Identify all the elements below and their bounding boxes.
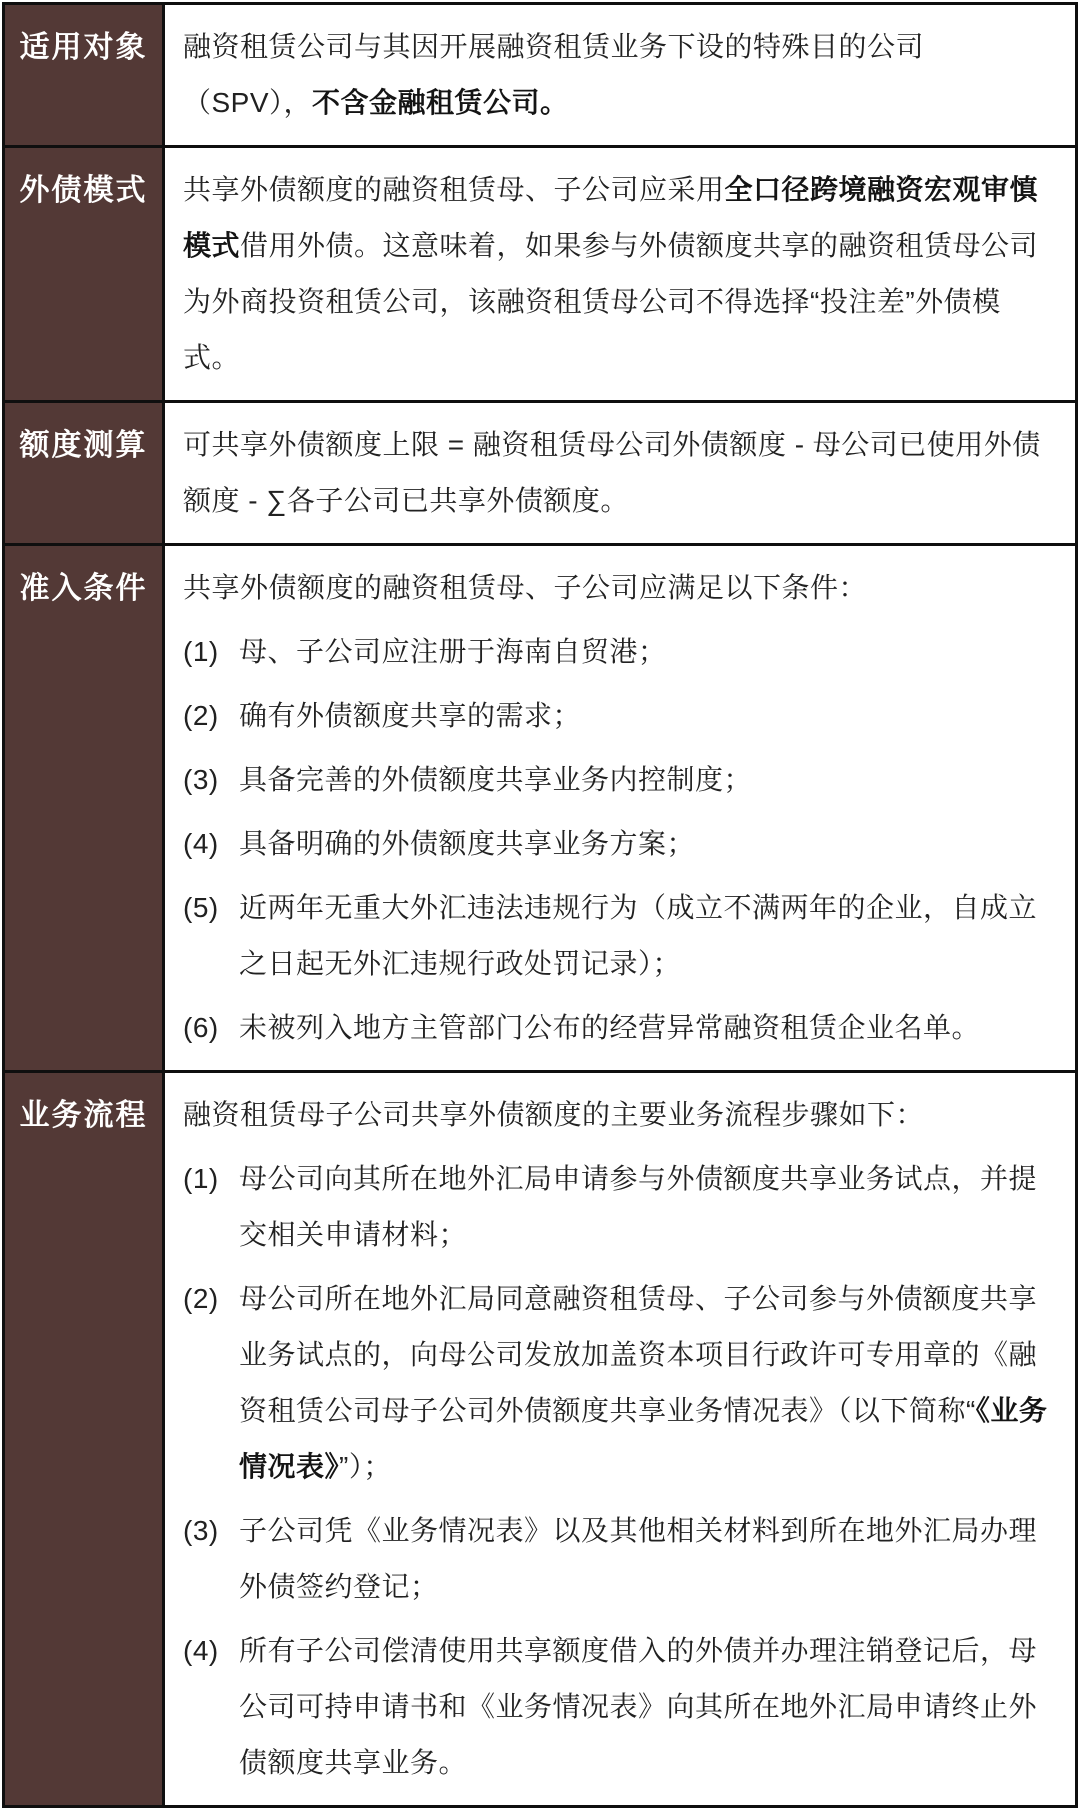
list-item <box>183 1623 1053 1791</box>
bold-text-segment: 全口径跨境融资宏观审慎模式 <box>183 174 1039 261</box>
row-content <box>165 1073 1075 1805</box>
row-header-label: 外债模式 <box>5 148 165 400</box>
row-header-label: 适用对象 <box>5 5 165 145</box>
text-segment: 共享外债额度的融资租赁母、子公司应采用 <box>183 174 725 205</box>
table-row <box>5 1070 1075 1805</box>
text-segment: 母、子公司应注册于海南自贸港； <box>239 636 667 667</box>
row-content <box>165 5 1075 145</box>
paragraph-text <box>239 1503 1053 1615</box>
list-item-number: (4) <box>183 1635 219 1666</box>
text-segment: 所有子公司偿清使用共享额度借入的外债并办理注销登记后，母公司可持申请书和《业务情况表》向其所在地外汇局申请终止外债额度共享业务。 <box>239 1635 1038 1778</box>
row-header-label: 额度测算 <box>5 403 165 543</box>
table-row <box>5 400 1075 543</box>
paragraph <box>183 560 1053 616</box>
text-segment: 母公司向其所在地外汇局申请参与外债额度共享业务试点，并提交相关申请材料； <box>239 1163 1038 1250</box>
row-header-label: 业务流程 <box>5 1073 165 1805</box>
list-item <box>183 1000 1053 1056</box>
paragraph <box>183 19 1053 131</box>
list-item-number: (3) <box>183 1515 219 1546</box>
paragraph-text <box>239 1000 1053 1056</box>
paragraph-text <box>239 1271 1053 1495</box>
list-item <box>183 816 1053 872</box>
paragraph <box>183 417 1053 529</box>
table-row <box>5 543 1075 1070</box>
list-item <box>183 688 1053 744</box>
row-content <box>165 546 1075 1070</box>
list-item <box>183 752 1053 808</box>
paragraph-text <box>239 1623 1053 1791</box>
row-header-label: 准入条件 <box>5 546 165 1070</box>
paragraph <box>183 1087 1053 1143</box>
paragraph-text <box>239 752 1053 808</box>
text-segment: 子公司凭《业务情况表》以及其他相关材料到所在地外汇局办理外债签约登记； <box>239 1515 1038 1602</box>
paragraph-text <box>239 688 1053 744</box>
list-item <box>183 1503 1053 1615</box>
table-row <box>5 145 1075 400</box>
paragraph-text <box>183 1099 924 1130</box>
list-item-number: (1) <box>183 1163 219 1194</box>
list-item-number: (5) <box>183 892 219 923</box>
paragraph-text <box>183 572 867 603</box>
text-segment: 融资租赁公司与其因开展融资租赁业务下设的特殊目的公司（SPV）， <box>183 31 925 118</box>
list-item-number: (4) <box>183 828 219 859</box>
text-segment: 具备完善的外债额度共享业务内控制度； <box>239 764 753 795</box>
text-segment: 未被列入地方主管部门公布的经营异常融资租赁企业名单。 <box>239 1012 981 1043</box>
paragraph-text <box>183 31 924 118</box>
text-segment: 融资租赁母子公司共享外债额度的主要业务流程步骤如下： <box>183 1099 925 1130</box>
paragraph-text <box>183 174 1038 373</box>
bold-text-segment: 《业务情况表》 <box>239 1395 1048 1482</box>
text-segment: ”）； <box>339 1451 392 1482</box>
list-item-number: (1) <box>183 636 219 667</box>
list-item-number: (6) <box>183 1012 219 1043</box>
list-item-number: (2) <box>183 700 219 731</box>
paragraph <box>183 162 1053 386</box>
paragraph-text <box>239 1151 1053 1263</box>
list-item-number: (3) <box>183 764 219 795</box>
text-segment: 可共享外债额度上限 = 融资租赁母公司外债额度 - 母公司已使用外债额度 - ∑各子公司已共享外债额度。 <box>183 429 1041 516</box>
row-content <box>165 403 1075 543</box>
list-item <box>183 1271 1053 1495</box>
regulation-info-table <box>2 2 1078 1808</box>
list-item-number: (2) <box>183 1283 219 1314</box>
paragraph-text <box>239 880 1053 992</box>
text-segment: 借用外债。这意味着，如果参与外债额度共享的融资租赁母公司为外商投资租赁公司，该融资租赁母公司不得选择“投注差”外债模式。 <box>183 230 1039 373</box>
paragraph-text <box>239 624 1053 680</box>
list-item <box>183 880 1053 992</box>
row-content <box>165 148 1075 400</box>
text-segment: 共享外债额度的融资租赁母、子公司应满足以下条件： <box>183 572 868 603</box>
text-segment: 母公司所在地外汇局同意融资租赁母、子公司参与外债额度共享业务试点的，向母公司发放加盖资本项目行政许可专用章的《融资租赁公司母子公司外债额度共享业务情况表》（以下简称“ <box>239 1283 1038 1426</box>
text-segment: 具备明确的外债额度共享业务方案； <box>239 828 696 859</box>
paragraph-text <box>239 816 1053 872</box>
text-segment: 近两年无重大外汇违法违规行为（成立不满两年的企业，自成立之日起无外汇违规行政处罚记录）； <box>239 892 1038 979</box>
paragraph-text <box>183 429 1041 516</box>
list-item <box>183 624 1053 680</box>
list-item <box>183 1151 1053 1263</box>
bold-text-segment: 不含金融租赁公司。 <box>312 87 569 118</box>
table-row <box>5 5 1075 145</box>
text-segment: 确有外债额度共享的需求； <box>239 700 582 731</box>
